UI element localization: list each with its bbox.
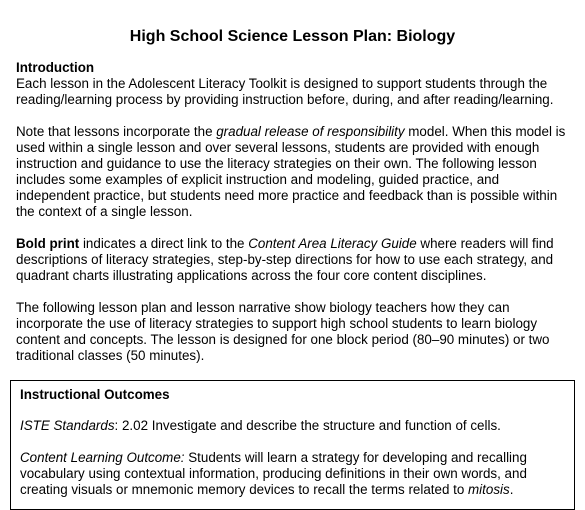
introduction-paragraph-4: The following lesson plan and lesson narrative show biology teachers how they can incorporate the use of literacy strategies to support high school students to learn biology content and concepts. The lesson is designed for one block period (80–90 minutes) or two traditional classes (50 minutes). [16,300,550,363]
p3-text-before: indicates a direct link to the [79,236,249,251]
clo-label: Content Learning Outcome: [20,450,185,465]
introduction-paragraph-1: Each lesson in the Adolescent Literacy Toolkit is designed to support students through the reading/learning process by providing instruction before, during, and after reading/learning. [16,76,554,107]
clo-italic-term: mitosis [468,482,510,497]
instructional-outcomes-box [10,380,575,510]
p3-bold-term: Bold print [16,236,80,251]
iste-label: ISTE Standards [20,418,115,433]
content-learning-outcome [20,450,565,498]
clo-end: . [509,482,514,497]
outcomes-heading: Instructional Outcomes [20,387,170,402]
iste-standards-line [20,418,565,434]
p2-italic-term: gradual release of responsibility [216,124,405,139]
introduction-paragraph-3 [16,236,569,284]
page-title: High School Science Lesson Plan: Biology [129,28,456,45]
introduction-heading: Introduction [16,60,95,75]
p2-text-after: model. When this model is used within a single lesson and over several lessons, students are provided with enough instruction and guidance to use the literacy strategies on their own. The following lesson includes some examples of explicit instruction and modeling, guided practice, and independent practice, but students need more practice and feedback than is possible within the context of a single lesson. [16,124,566,219]
p3-italic-term: Content Area Literacy Guide [248,236,417,251]
p3-text-after: where readers will find descriptions of literacy strategies, step-by-step directions for how to use each strategy, and quadrant charts illustrating applications across the four core content disciplines. [16,236,554,283]
iste-text: : 2.02 Investigate and describe the structure and function of cells. [114,418,501,433]
introduction-paragraph-2 [16,124,569,220]
p2-text-before: Note that lessons incorporate the [16,124,217,139]
clo-text: Students will learn a strategy for developing and recalling vocabulary using contextual information, producing definitions in their own words, and creating visuals or mnemonic memory devices to recall the terms related to [20,450,527,497]
